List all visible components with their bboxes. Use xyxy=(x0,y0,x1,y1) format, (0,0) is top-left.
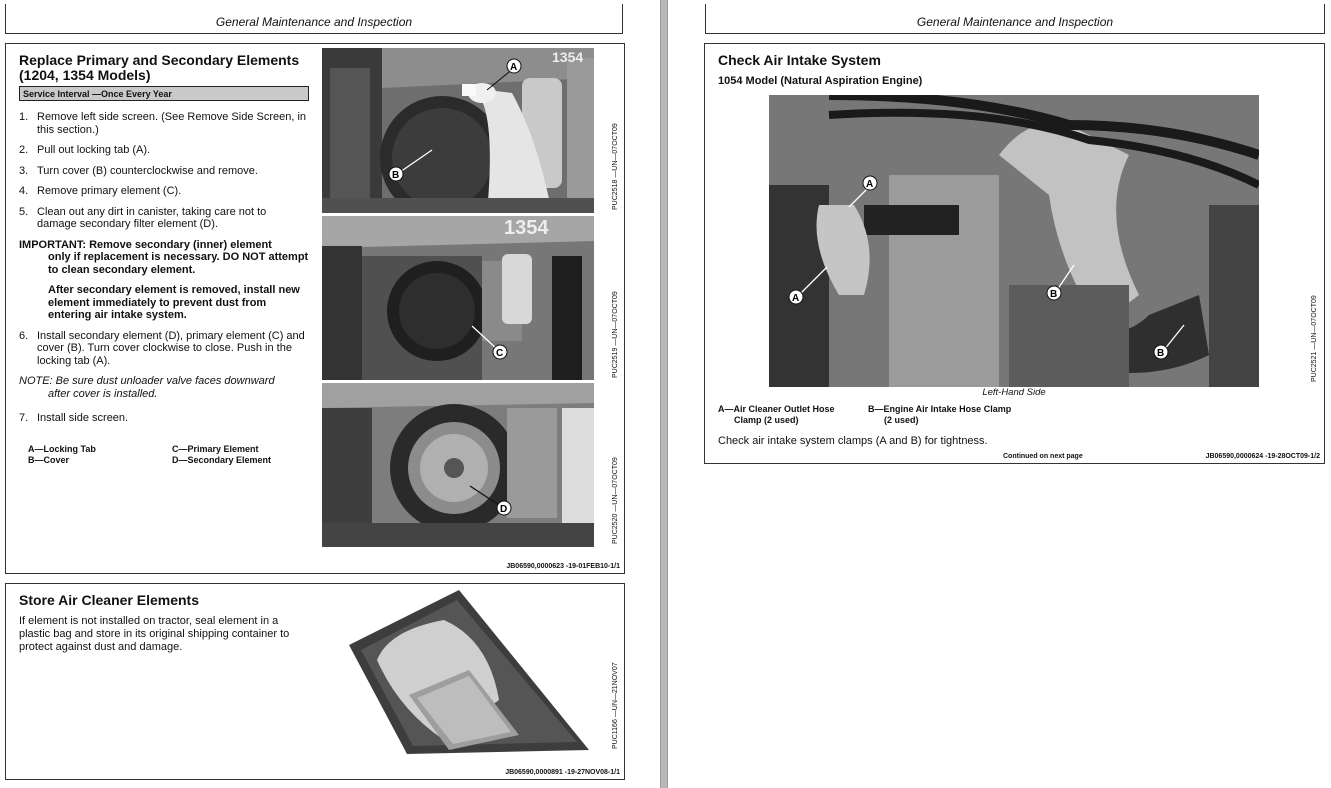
photo-id: PUC1166 —UN—21NOV07 xyxy=(612,662,619,749)
legend-label-cont: (2 used) xyxy=(884,415,919,425)
left-page xyxy=(0,0,660,788)
doc-reference: JB06590,0000891 -19-27NOV08-1/1 xyxy=(505,769,620,776)
legend-label: A—Air Cleaner Outlet Hose xyxy=(718,404,835,414)
step-number: 1. xyxy=(19,111,29,123)
step-item xyxy=(19,330,309,368)
callout-b: B xyxy=(1157,348,1165,359)
step-text: Pull out locking tab (A). xyxy=(37,144,151,156)
step-number: 7. xyxy=(19,412,29,424)
step-item xyxy=(19,412,309,425)
step-text: Clean out any dirt in canister, taking care not to damage secondary filter element (D). xyxy=(37,205,267,230)
step-item xyxy=(19,185,309,198)
legend-item: D—Secondary Element xyxy=(172,455,272,465)
air-intake-section xyxy=(704,43,1325,464)
step-item xyxy=(19,111,309,136)
photo-stored-element xyxy=(349,590,589,754)
svg-text:1354: 1354 xyxy=(552,49,584,65)
important-text: After secondary element is removed, install new element immediately to prevent dust from entering air intake system. xyxy=(48,284,300,321)
step-text: Remove left side screen. (See Remove Side Screen, in this section.) xyxy=(37,111,307,136)
important-heading: IMPORTANT: Remove secondary (inner) element xyxy=(19,238,272,251)
photo-id: PUC2519 —UN—07OCT09 xyxy=(612,291,619,378)
step-text: Turn cover (B) counterclockwise and remove. xyxy=(37,164,258,177)
step-text: Remove primary element (C). xyxy=(37,185,182,197)
step-item xyxy=(19,144,309,157)
photo-id: PUC2520 —UN—07OCT09 xyxy=(612,457,619,544)
callout-overlay xyxy=(769,95,1259,387)
legend-item: A—Locking Tab xyxy=(28,444,96,454)
section-title: Store Air Cleaner Elements xyxy=(19,592,199,608)
figure-legend xyxy=(28,444,308,466)
legend-item xyxy=(868,404,1068,426)
callout-overlay xyxy=(322,48,594,548)
legend-label: B—Engine Air Intake Hose Clamp xyxy=(868,404,1012,414)
step-text: Install side screen. xyxy=(37,412,129,424)
note xyxy=(19,375,309,400)
section-title: Replace Primary and Secondary Elements (1204, 1354 Models) xyxy=(19,52,300,83)
section-title: Check Air Intake System xyxy=(718,52,881,68)
legend-item xyxy=(718,404,868,426)
step-number: 3. xyxy=(19,164,29,177)
step-number: 2. xyxy=(19,144,29,156)
doc-reference: JB06590,0000624 -19-28OCT09-1/2 xyxy=(1205,453,1320,460)
callout-b: B xyxy=(392,170,400,181)
doc-reference: JB06590,0000623 -19-01FEB10-1/1 xyxy=(506,563,620,570)
callout-a: A xyxy=(792,293,800,304)
step-number: 5. xyxy=(19,205,29,218)
procedure-steps xyxy=(19,111,309,433)
section-text: If element is not installed on tractor, seal element in a plastic bag and store in its original shipping container to protect against dust and damage. xyxy=(19,615,290,653)
legend-item: B—Cover xyxy=(28,455,70,465)
right-page xyxy=(668,0,1331,788)
running-head: General Maintenance and Inspection xyxy=(5,4,623,34)
running-head: General Maintenance and Inspection xyxy=(705,4,1325,34)
legend-item: C—Primary Element xyxy=(172,444,259,454)
photo-id: PUC2521 —UN—07OCT09 xyxy=(1311,295,1318,382)
replace-elements-section xyxy=(5,43,625,574)
important-notice xyxy=(19,239,309,277)
photo-id: PUC2518 —UN—07OCT09 xyxy=(612,123,619,210)
callout-a: A xyxy=(510,62,518,73)
photo-caption: Left-Hand Side xyxy=(982,387,1046,398)
note-heading: NOTE: Be sure dust unloader valve faces downward xyxy=(19,375,275,387)
callout-d: D xyxy=(500,504,508,515)
sub-heading: 1054 Model (Natural Aspiration Engine) xyxy=(718,75,923,87)
legend-label-cont: Clamp (2 used) xyxy=(734,415,799,425)
page-divider xyxy=(660,0,668,788)
store-elements-section xyxy=(5,583,625,780)
callout-a: A xyxy=(866,179,874,190)
figure-legend xyxy=(718,404,1078,426)
callout-b: B xyxy=(1050,289,1058,300)
important-notice-2 xyxy=(19,284,309,322)
callout-c: C xyxy=(496,348,504,359)
step-item xyxy=(19,206,309,231)
service-interval-banner: Service Interval —Once Every Year xyxy=(19,86,309,101)
step-number: 6. xyxy=(19,329,29,342)
step-text: Install secondary element (D), primary element (C) and cover (B). Turn cover clockwise to close. Push in the locking tab (A). xyxy=(37,329,305,367)
continued-note: Continued on next page xyxy=(1003,453,1083,460)
step-number: 4. xyxy=(19,185,29,197)
important-text: only if replacement is necessary. DO NOT attempt to clean secondary element. xyxy=(48,251,309,276)
section-text: Check air intake system clamps (A and B) for tightness. xyxy=(718,435,988,447)
note-text: after cover is installed. xyxy=(48,387,158,400)
svg-text:1354: 1354 xyxy=(504,217,549,239)
step-item xyxy=(19,165,309,178)
